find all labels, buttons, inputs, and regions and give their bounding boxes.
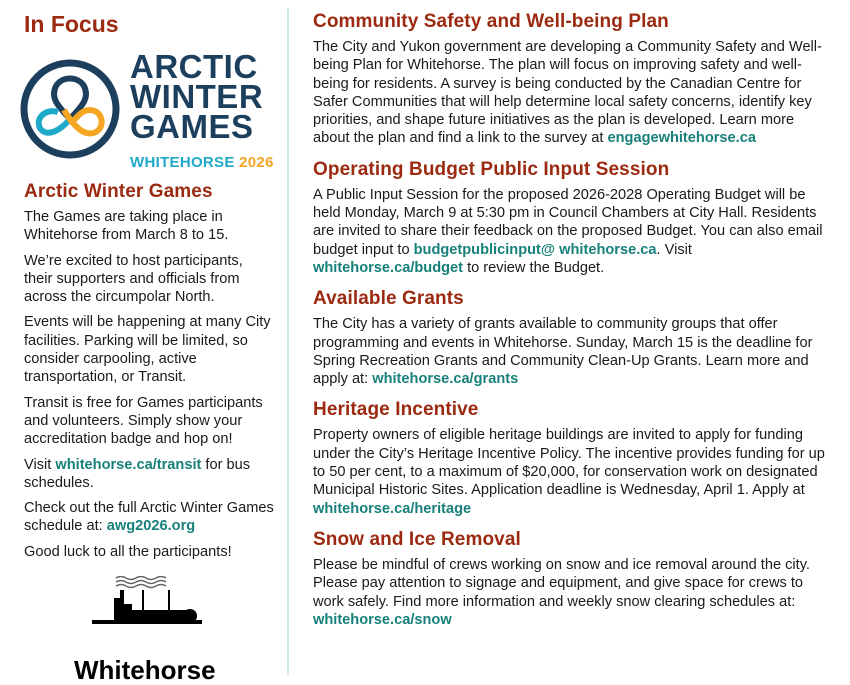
sidebar-paragraph: We’re excited to host participants, their supporters and officials from across the circumpolar North. bbox=[24, 252, 243, 306]
article-community-safety bbox=[313, 10, 825, 148]
sidebar-paragraph: The Games are taking place in Whitehorse from March 8 to 15. bbox=[24, 209, 229, 244]
sidebar-paragraph: Good luck to all the participants! bbox=[24, 543, 232, 560]
engagewhitehorse-link[interactable]: engagewhitehorse.ca bbox=[607, 130, 756, 147]
sidebar-paragraph bbox=[24, 456, 274, 493]
logo-line2: WINTER bbox=[130, 78, 264, 115]
article-body bbox=[313, 315, 825, 388]
logo-city: WHITEHORSE bbox=[130, 154, 235, 171]
transit-link[interactable]: whitehorse.ca/transit bbox=[55, 456, 202, 473]
article-operating-budget bbox=[313, 158, 825, 277]
text: Visit bbox=[24, 456, 56, 473]
grants-link[interactable]: whitehorse.ca/grants bbox=[372, 371, 519, 388]
logo-line1: ARCTIC bbox=[130, 48, 258, 85]
budget-email-link[interactable]: budgetpublicinput@ whitehorse.ca bbox=[413, 241, 657, 258]
awg-wordmark bbox=[130, 48, 264, 145]
sidebar-heading: Arctic Winter Games bbox=[24, 181, 213, 202]
article-title: Operating Budget Public Input Session bbox=[313, 158, 670, 180]
text: Please be mindful of crews working on snow and ice removal around the city. Please pay attention to signage and equipment, and give space for crews to work safely. Find more information and weekly snow clearing schedules at: bbox=[313, 556, 810, 610]
logo-year: 2026 bbox=[239, 154, 274, 171]
text: Property owners of eligible heritage buildings are invited to apply for funding under the City’s Heritage Incentive Policy. The incentive provides funding for up to 50 per cent, to a maximum of $20,000, for conservation work on designated Municipal Historic Sites. Application deadline is Wednesday, April 1. Apply at bbox=[313, 427, 825, 499]
whitehorse-logo-text: Whitehorse bbox=[74, 655, 216, 685]
text: Check out the full Arctic Winter Games schedule at: bbox=[24, 500, 274, 535]
article-title: Available Grants bbox=[313, 288, 464, 310]
text: for bus schedules. bbox=[24, 456, 251, 491]
article-available-grants bbox=[313, 287, 825, 388]
article-body bbox=[313, 556, 825, 629]
article-body bbox=[313, 426, 825, 517]
article-heritage-incentive bbox=[313, 398, 825, 517]
sternwheeler-boat-icon bbox=[86, 576, 210, 626]
text: A Public Input Session for the proposed 2026-2028 Operating Budget will be held Monday, March 9 at 5:30 pm in Council Chambers at City Hall. Residents are invited to share their feedback on the proposed Budget. You can also email budget input to bbox=[313, 186, 823, 258]
sidebar-paragraph: Transit is free for Games participants and volunteers. Simply show your accreditation badge and hop on! bbox=[24, 394, 263, 448]
arctic-winter-games-logo bbox=[24, 46, 274, 172]
logo-line3: GAMES bbox=[130, 108, 254, 145]
article-snow-removal bbox=[313, 528, 825, 629]
article-title: Snow and Ice Removal bbox=[313, 528, 521, 550]
snow-link[interactable]: whitehorse.ca/snow bbox=[313, 611, 452, 628]
awg-emblem-icon bbox=[20, 46, 120, 172]
article-body bbox=[313, 186, 825, 277]
text: to review the Budget. bbox=[463, 259, 605, 276]
articles-column bbox=[313, 10, 825, 639]
text: The City has a variety of grants available to community groups that offer programming and events in Whitehorse. Sunday, March 15 is the deadline for Spring Recreation Grants and Community Clean-Up Grants. Learn more and apply at: bbox=[313, 316, 813, 388]
article-title: Heritage Incentive bbox=[313, 399, 479, 421]
text: . Visit bbox=[656, 241, 692, 258]
awg-link[interactable]: awg2026.org bbox=[106, 518, 196, 535]
sidebar-title: In Focus bbox=[24, 11, 119, 37]
budget-link[interactable]: whitehorse.ca/budget bbox=[313, 259, 464, 276]
text: The City and Yukon government are developing a Community Safety and Well-being Plan for Whitehorse. The plan will focus on improving safety and well-being for residents. A survey is being conducted by the Canadian Centre for Safer Communities that will help determine local safety concerns, identify key priorities, and shape future initiatives as the plan is developed. Learn more about the plan and find a link to the survey at bbox=[313, 39, 822, 147]
awg-subline bbox=[130, 154, 274, 171]
article-body bbox=[313, 38, 825, 148]
in-focus-sidebar bbox=[24, 10, 274, 637]
heritage-link[interactable]: whitehorse.ca/heritage bbox=[313, 500, 472, 517]
column-divider bbox=[287, 8, 289, 675]
sidebar-paragraph bbox=[24, 499, 274, 536]
sidebar-paragraph: Events will be happening at many City facilities. Parking will be limited, so consider carpooling, active transportation, or Transit. bbox=[24, 314, 271, 386]
article-title: Community Safety and Well-being Plan bbox=[313, 11, 669, 32]
